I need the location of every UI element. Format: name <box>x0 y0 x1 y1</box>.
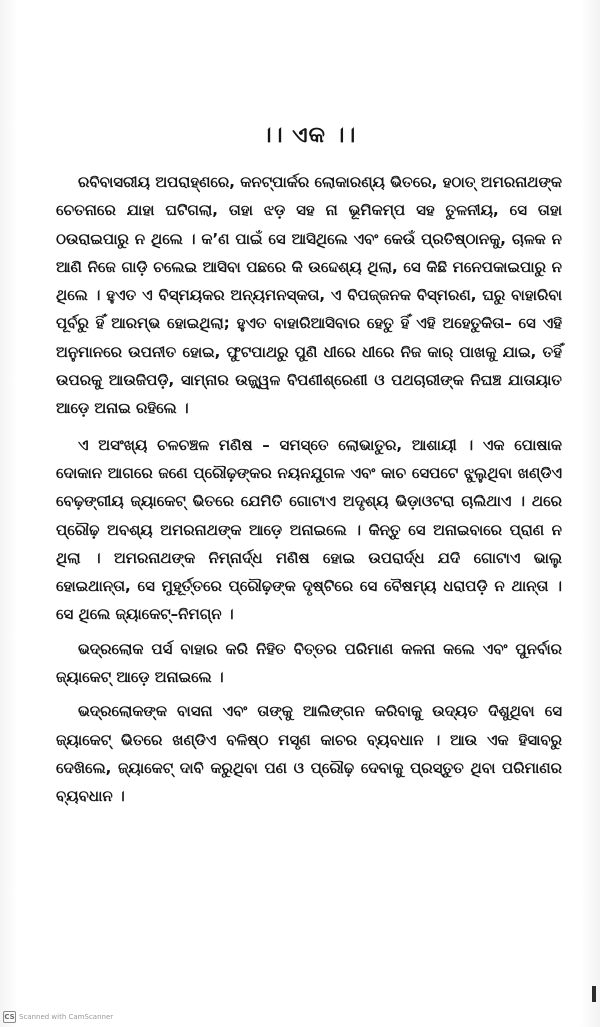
paragraph-2: ଏ ଅସଂଖ୍ୟ ଚଳଚଞ୍ଚଳ ମଣିଷ – ସମସ୍ତେ ଲୋଭାତୁର, ଆଶାୟୀ । ଏକ ପୋଷାକ ଦୋକାନ ଆଗରେ ଜଣେ ପ୍ରୌଢ଼ଙ୍କର ନୟନଯୁଗଳ ଏବଂ କାଚ ସେପଟେ ଝୁଲୁଥିବା ଖଣ୍ଡିଏ ବେଢ଼ଙ୍ଗୀୟ ଜ୍ୟାକେଟ୍ ଭିତରେ ଯେମିତି ଗୋଟାଏ ଅଦୃଶ୍ୟ ଭିଡ଼ାଓଟରା ଚାଲିଥାଏ । ଥରେ ପ୍ରୌଢ଼ ଅବଶ୍ୟ ଅମରନାଥଙ୍କ ଆଡ଼େ ଅନାଇଲେ । କିନ୍ତୁ ସେ ଅନାଇବାରେ ପ୍ରାଣ ନ ଥିଲା । ଅମରନାଥଙ୍କ ନିମ୍ନାର୍ଦ୍ଧ ମଣିଷ ହୋଇ ଉପରାର୍ଦ୍ଧ ଯଦି ଗୋଟାଏ ଭାଲୁ ହୋଇଥାନ୍ତା, ସେ ମୁହୂର୍ତ୍ତରେ ପ୍ରୌଢ଼ଙ୍କ ଦୃଷ୍ଟିରେ ସେ ବୈଷମ୍ୟ ଧରାପଡ଼ି ନ ଥାନ୍ତା । ସେ ଥିଲେ ଜ୍ୟାକେଟ୍–ନିମଗ୍ନ । <box>56 435 562 624</box>
paragraph-4: ଭଦ୍ରଲୋକଙ୍କ ବାସନା ଏବଂ ତାଙ୍କୁ ଆଲିଙ୍ଗନ କରିବାକୁ ଉଦ୍ୟତ ଦିଶୁଥିବା ସେ ଜ୍ୟାକେଟ୍ ଭିତରେ ଖଣ୍ଡିଏ ବଳିଷ୍ଠ ମସୃଣ କାଚର ବ୍ୟବଧାନ । ଆଉ ଏକ ହିସାବରୁ ଦେଖିଲେ, ଜ୍ୟାକେଟ୍ ଦାବି କରୁଥିବା ପଣ ଓ ପ୍ରୌଢ଼ ଦେବାକୁ ପ୍ରସ୍ତୁତ ଥିବା ପରିମାଣର ବ୍ୟବଧାନ । <box>56 702 562 806</box>
watermark-text: Scanned with CamScanner <box>19 1013 114 1021</box>
scanner-watermark <box>3 1010 113 1024</box>
document-page <box>56 122 562 942</box>
camscanner-logo-icon: CS <box>4 1013 15 1021</box>
paragraph-3: ଭଦ୍ରଲୋକ ପର୍ସ ବାହାର କରି ନିହିତ ବିତ୍ତର ପରିମାଣ କଳନା କଲେ ଏବଂ ପୁନର୍ବାର ଜ୍ୟାକେଟ୍ ଆଡ଼େ ଅନାଇଲେ । <box>56 639 562 687</box>
paragraph-1: ରବିବାସରୀୟ ଅପରାହ୍ଣରେ, କନଟ୍‌ପାର୍କର ଲୋକାରଣ୍ୟ ଭିତରେ, ହଠାତ୍ ଅମରନାଥଙ୍କ ଚେତନାରେ ଯାହା ଘଟିଗଲା, ତାହା ଝଡ଼ ସହ ନା ଭୂମିକମ୍ପ ସହ ତୁଳନୀୟ, ସେ ତାହା ଠଉରାଇପାରୁ ନ ଥିଲେ । କ’ଣ ପାଇଁ ସେ ଆସିଥିଲେ ଏବଂ କେଉଁ ପ୍ରତିଷ୍ଠାନକୁ, ଚାଳକ ନ ଆଣି ନିଜେ ଗାଡ଼ି ଚଲେଇ ଆସିବା ପଛରେ କି ଉଦ୍ଦେଶ୍ୟ ଥିଲା, ସେ କିଛି ମନେପକାଇପାରୁ ନ ଥିଲେ । ହୁଏତ ଏ ବିସ୍ମୟକର ଅନ୍ୟମନସ୍କତା, ଏ ବିପଜ୍ଜନକ ବିସ୍ମରଣ, ଘରୁ ବାହାରିବା ପୂର୍ବରୁ ହିଁ ଆରମ୍ଭ ହୋଇଥିଲା; ହୁଏତ ବାହାରିଆସିବାର ହେତୁ ହିଁ ଏହି ଅହେତୁକିତା– ସେ ଏହି ଅନୁମାନରେ ଉପନୀତ ହୋଇ, ଫୁଟପାଥରୁ ପୁଣି ଧୀରେ ଧୀରେ ନିଜ କାର୍ ପାଖକୁ ଯାଇ, ତହିଁ ଉପରକୁ ଆଉଜିପଡ଼ି, ସାମ୍ନାର ଉଜ୍ଜ୍ୱଳ ବିପଣୀଶ୍ରେଣୀ ଓ ପଥଚାରୀଙ୍କ ନିଘଞ୍ଚ ଯାତାୟାତ ଆଡ଼େ ଅନାଇ ରହିଲେ । <box>56 173 562 418</box>
margin-mark <box>592 986 596 1002</box>
chapter-title: ।। ଏକ ।। <box>261 123 357 148</box>
